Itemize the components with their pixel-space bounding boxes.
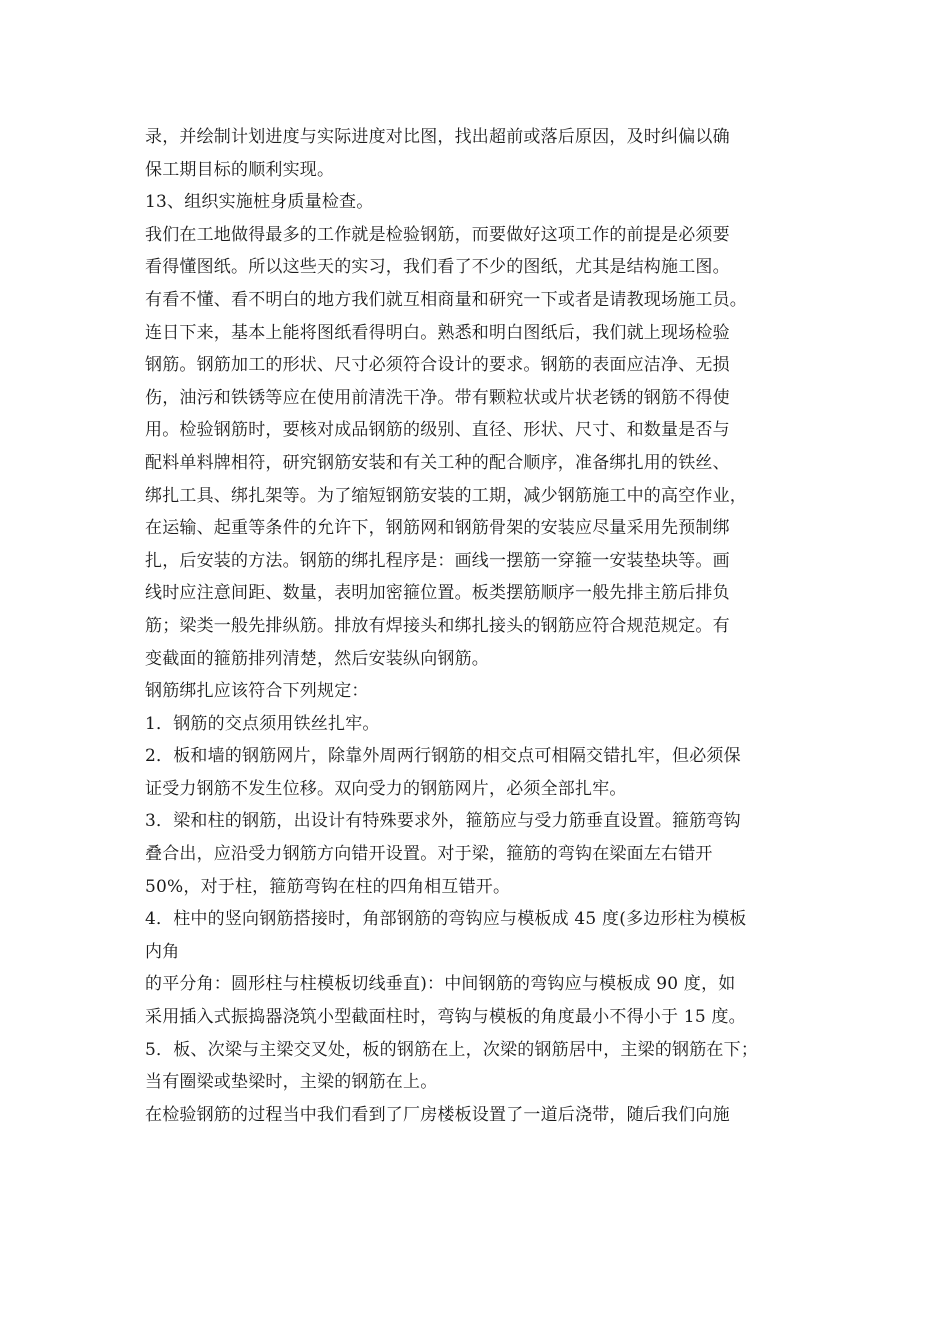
text-line: 1．钢筋的交点须用铁丝扎牢。 (145, 713, 380, 734)
text-line: 在检验钢筋的过程当中我们看到了厂房楼板设置了一道后浇带，随后我们向施 (145, 1104, 730, 1125)
text-line: 采用插入式振捣器浇筑小型截面柱时，弯钩与模板的角度最小不得小于 15 度。 (145, 1007, 746, 1028)
text-line: 内角 (145, 941, 180, 962)
text-line: 钢筋绑扎应该符合下列规定： (145, 681, 369, 702)
text-line: 3．梁和柱的钢筋，出设计有特殊要求外，箍筋应与受力筋垂直设置。箍筋弯钩 (145, 811, 741, 832)
text-line: 扎，后安装的方法。钢筋的绑扎程序是：画线一摆筋一穿箍一安装垫块等。画 (145, 550, 730, 571)
text-line: 5．板、次梁与主梁交叉处，板的钢筋在上，次梁的钢筋居中，主梁的钢筋在下； (145, 1039, 759, 1060)
text-line: 2．板和墙的钢筋网片，除靠外周两行钢筋的相交点可相隔交错扎牢，但必须保 (145, 746, 741, 767)
text-line: 线时应注意间距、数量，表明加密箍位置。板类摆筋顺序一般先排主筋后排负 (145, 583, 730, 604)
text-line: 叠合出，应沿受力钢筋方向错开设置。对于梁，箍筋的弯钩在梁面左右错开 (145, 844, 713, 865)
text-line: 有看不懂、看不明白的地方我们就互相商量和研究一下或者是请教现场施工员。 (145, 289, 747, 310)
text-line: 钢筋。钢筋加工的形状、尺寸必须符合设计的要求。钢筋的表面应洁净、无损 (145, 355, 730, 376)
text-line: 筋；梁类一般先排纵筋。排放有焊接头和绑扎接头的钢筋应符合规范规定。有 (145, 615, 730, 636)
text-line: 连日下来，基本上能将图纸看得明白。熟悉和明白图纸后，我们就上现场检验 (145, 322, 730, 343)
text-line: 看得懂图纸。所以这些天的实习，我们看了不少的图纸，尤其是结构施工图。 (145, 257, 730, 278)
text-line: 用。检验钢筋时，要核对成品钢筋的级别、直径、形状、尺寸、和数量是否与 (145, 420, 730, 441)
text-line: 13、组织实施桩身质量检查。 (145, 192, 374, 213)
text-line: 绑扎工具、绑扎架等。为了缩短钢筋安装的工期，减少钢筋施工中的高空作业， (145, 485, 747, 506)
text-line: 录，并绘制计划进度与实际进度对比图，找出超前或落后原因，及时纠偏以确 (145, 127, 730, 147)
text-line: 伤，油污和铁锈等应在使用前清洗干净。带有颗粒状或片状老锈的钢筋不得使 (145, 387, 730, 408)
text-line: 的平分角：圆形柱与柱模板切线垂直)：中间钢筋的弯钩应与模板成 90 度，如 (145, 974, 736, 995)
text-line: 当有圈梁或垫梁时，主梁的钢筋在上。 (145, 1072, 438, 1093)
text-line: 我们在工地做得最多的工作就是检验钢筋，而要做好这项工作的前提是必须要 (145, 224, 730, 245)
text-line: 4．柱中的竖向钢筋搭接时，角部钢筋的弯钩应与模板成 45 度(多边形柱为模板 (145, 909, 747, 930)
text-line: 配料单料牌相符，研究钢筋安装和有关工种的配合顺序，准备绑扎用的铁丝、 (145, 452, 730, 473)
text-line: 50%，对于柱，箍筋弯钩在柱的四角相互错开。 (145, 876, 511, 897)
document-body (145, 121, 825, 1131)
text-line: 变截面的箍筋排列清楚，然后安装纵向钢筋。 (145, 648, 489, 669)
text-line: 证受力钢筋不发生位移。双向受力的钢筋网片，必须全部扎牢。 (145, 778, 627, 799)
text-line: 在运输、起重等条件的允许下，钢筋网和钢筋骨架的安装应尽量采用先预制绑 (145, 518, 730, 539)
text-line: 保工期目标的顺利实现。 (145, 159, 335, 180)
